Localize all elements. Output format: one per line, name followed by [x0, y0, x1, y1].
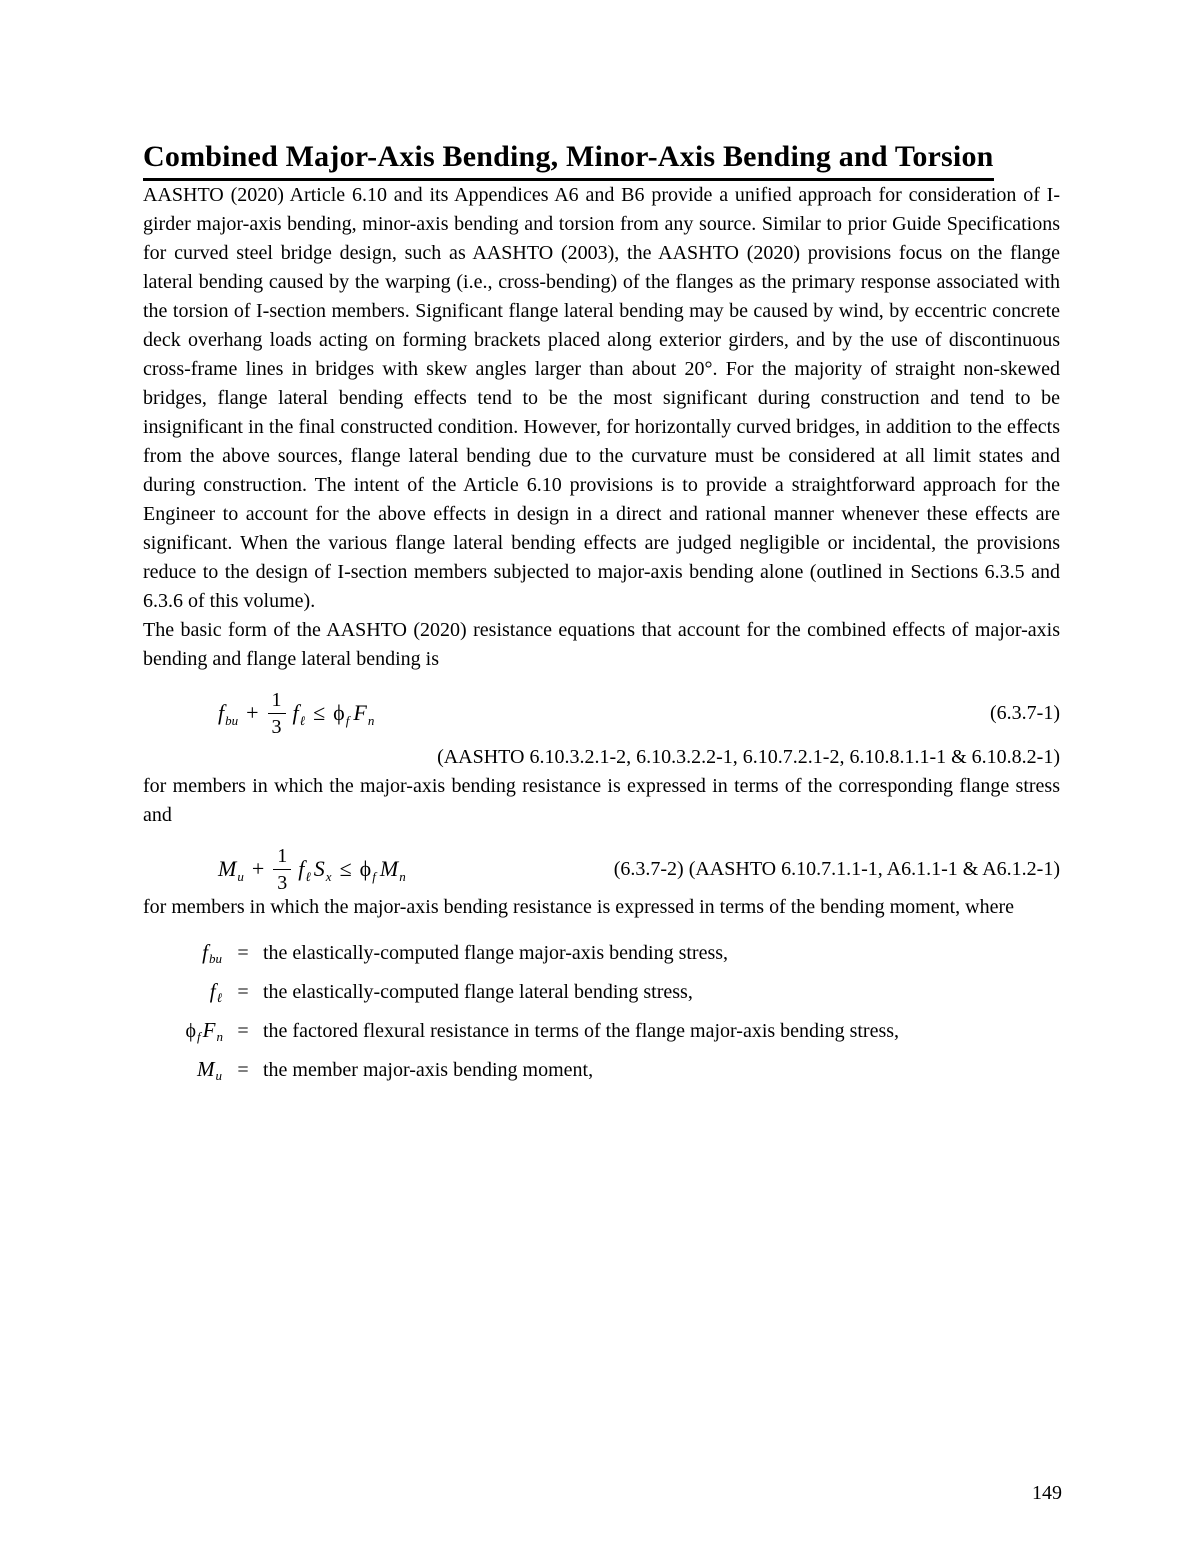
paragraph-flange-stress: for members in which the major-axis bending resistance is expressed in terms of the corresponding flange stress and: [143, 774, 1060, 826]
definition-row-Mu: [143, 1057, 1060, 1096]
page-content: [143, 0, 1060, 1096]
equals-sign: =: [237, 980, 249, 1003]
definition-row-fl: [143, 979, 1060, 1018]
paragraph-basic-form: The basic form of the AASHTO (2020) resistance equations that account for the combined effects of major-axis bending and flange lateral bending is: [143, 618, 1060, 670]
definition-text-Mu: the member major-axis bending moment,: [263, 1058, 594, 1081]
eq1-term-fl: f ℓ: [292, 700, 306, 728]
eq2-term-Mu: M u: [218, 856, 244, 884]
eq2-term-Mn: M n: [379, 856, 406, 884]
definition-row-phi-Fn: [143, 1018, 1060, 1057]
definition-text-fbu: the elastically-computed flange major-axis bending stress,: [263, 941, 729, 964]
definition-symbol-phi-Fn: $\phi_fF_n$: [185, 1017, 223, 1044]
eq2-term-Sx: S x: [313, 856, 332, 884]
definition-symbol-fbu: $f_{bu}$: [202, 939, 222, 966]
equation-1-row: [143, 690, 1060, 737]
equation-1-number: (6.3.7-1): [990, 702, 1060, 724]
definition-row-fbu: [143, 940, 1060, 979]
symbol-definitions-list: [143, 940, 1060, 1096]
eq1-term-fbu: f bu: [218, 700, 239, 728]
eq1-leq-operator: ≤: [313, 700, 326, 725]
eq2-fraction-one-third: $\frac{1}{3}$: [273, 846, 291, 893]
eq2-leq-operator: ≤: [339, 856, 352, 881]
eq1-fraction-one-third: $\frac{1}{3}$: [268, 690, 286, 737]
definition-symbol-Mu: $M_u$: [197, 1056, 222, 1083]
page-title: Combined Major-Axis Bending, Minor-Axis Bending and Torsion: [143, 140, 994, 181]
equation-2-number-and-reference: (6.3.7-2) (AASHTO 6.10.7.1.1-1, A6.1.1-1 & A6.1.2-1): [613, 858, 1060, 880]
definition-symbol-fl: $f_\ell$: [209, 978, 222, 1005]
equation-2-formula: [218, 846, 406, 893]
equals-sign: =: [237, 1058, 249, 1081]
paragraph-bending-moment: for members in which the major-axis bending resistance is expressed in terms of the bending moment, where: [143, 895, 1015, 918]
eq2-plus-operator: +: [251, 856, 265, 881]
eq2-term-fl: f ℓ: [298, 856, 311, 884]
equation-block-1: [143, 690, 1060, 772]
equation-block-2: [143, 846, 1060, 893]
paragraph-intro: AASHTO (2020) Article 6.10 and its Appendices A6 and B6 provide a unified approach for consideration of I-girder major-axis bending, minor-axis bending and torsion from any source. Similar to prior Guide Specifications for curved steel bridge design, such as AASHTO (2003), the AASHTO (2020) provisions focus on the flange lateral bending caused by the warping (i.e., cross-bending) of the flanges as the primary response associated with the torsion of I-section members. Significant flange lateral bending may be caused by wind, by eccentric concrete deck overhang loads acting on forming brackets placed along exterior girders, and by the use of discontinuous cross-frame lines in bridges with skew angles larger than about 20°. For the majority of straight non-skewed bridges, flange lateral bending effects tend to be the most significant during construction and tend to be insignificant in the final constructed condition. However, for horizontally curved bridges, in addition to the effects from the above sources, flange lateral bending due to the curvature must be considered at all limit states and during construction. The intent of the Article 6.10 provisions is to provide a straightforward approach for the Engineer to account for the above effects in design in a direct and rational manner whenever these effects are significant. When the various flange lateral bending effects are judged negligible or incidental, the provisions reduce to the design of I-section members subjected to major-axis bending alone (outlined in Sections 6.3.5 and 6.3.6 of this volume).: [143, 183, 1060, 612]
eq1-plus-operator: +: [246, 700, 259, 725]
eq1-term-Fn: F n: [353, 700, 375, 728]
eq2-term-phi-f: ϕ f: [359, 856, 376, 884]
equation-2-row: [143, 846, 1060, 893]
definition-text-phi-Fn: the factored flexural resistance in terms of the flange major-axis bending stress,: [263, 1019, 900, 1042]
eq1-term-phi-f: ϕ f: [333, 700, 350, 728]
equals-sign: =: [237, 941, 249, 964]
equation-1-aashto-reference: (AASHTO 6.10.3.2.1-2, 6.10.3.2.2-1, 6.10.7.2.1-2, 6.10.8.1.1-1 & 6.10.8.2-1): [437, 745, 1060, 768]
definition-text-fl: the elastically-computed flange lateral bending stress,: [263, 980, 693, 1003]
equation-1-formula: [218, 690, 374, 737]
equals-sign: =: [237, 1019, 249, 1042]
page-number: 149: [1032, 1482, 1062, 1504]
